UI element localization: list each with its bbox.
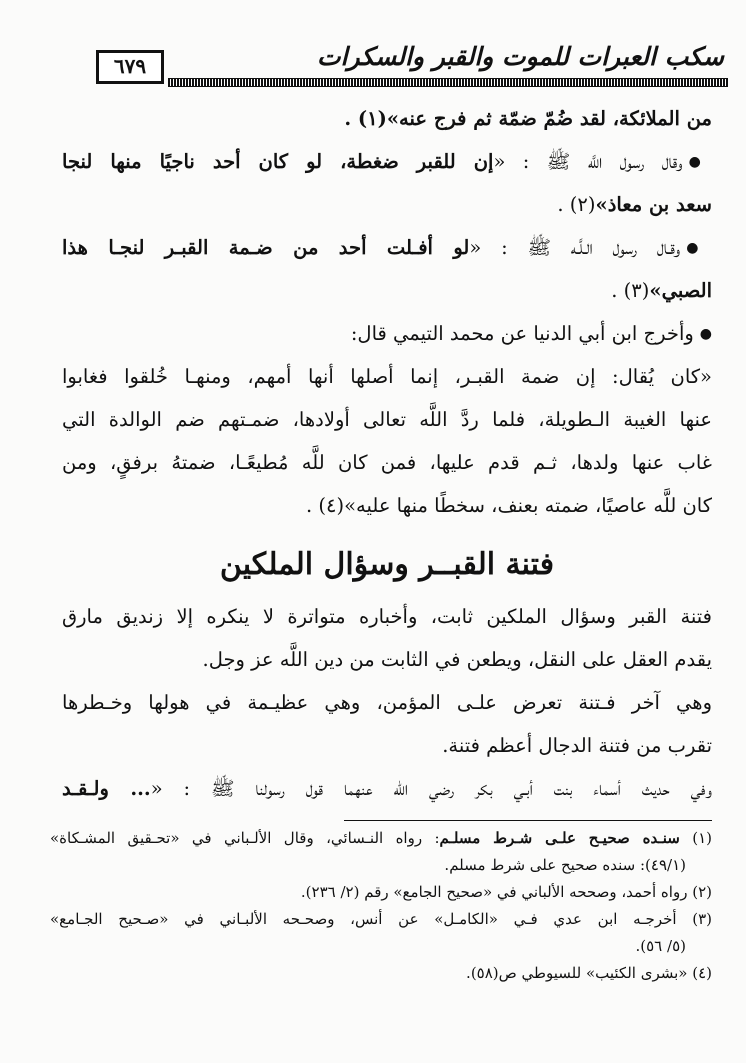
page-header (96, 42, 728, 94)
footnote-item: (١) سنـده صحيـح علـى شـرط مسلـم: رواه النـسائي، وقال الألـباني في «تحـقيق المشـكاة» (50, 829, 712, 847)
footnote-item: (٢) رواه أحمد، وصححه الألباني في «صحيح الجامع» رقم (٢/ ٢٣٦). (300, 883, 712, 901)
footnote-separator (344, 820, 712, 821)
bullet-icon: ● (688, 154, 712, 170)
footnotes (50, 826, 712, 988)
text-line: غاب عنها ولدها، ثـم قدم عليها، فمن كان للَّه مُطيعًـا، ضمتهُ برفقٍ، ومن (62, 451, 712, 474)
text-line: سعد بن معاذ»(٢) . (557, 193, 712, 216)
bullet-icon: ● (699, 326, 712, 342)
text-line: من الملائكة، لقد ضُمّ ضمّة ثم فرج عنه»(١) . (344, 107, 712, 130)
text-line: ●وقـال رسول الـلَّـه ﷺ : «لو أفـلت أحد من ضـمة القبـر لنجـا هذا (62, 236, 712, 259)
text-line: «كان يُقال: إن ضمة القبـر، إنما أصلها أنها أمهم، ومنهـا خُلقوا فغابوا (62, 365, 712, 388)
text-line: كان للَّه عاصيًا، ضمته بعنف، سخطًا منها عليه»(٤) . (306, 494, 712, 517)
text-line: الصبي»(٣) . (611, 279, 712, 302)
section-heading: فتنة القبــر وسؤال الملكين (219, 547, 555, 582)
text-line: يقدم العقل على النقل، ويطعن في الثابت من دين اللَّه عز وجل. (202, 648, 712, 671)
text-line: وهي آخر فـتنة تعرض علـى المؤمن، وهي عظيـمة في هولها وخـطرها (62, 691, 712, 714)
text-line: وفي حديث أسماء بنت أبـي بكر رضي الله عنهما قول رسولنا ﷺ : «... ولـقـد (62, 777, 712, 800)
text-line: ●وقال رسول اللَّه ﷺ : «إن للقبر ضغطة، لو كان أحد ناجيًا منها لنجا (62, 150, 712, 173)
footnote-item: (٥/ ٥٦). (635, 937, 686, 955)
text-line: فتنة القبر وسؤال الملكين ثابت، وأخباره متواترة لا ينكره إلا زنديق مارق (62, 605, 712, 628)
footnote-item: (٤) «بشرى الكئيب» للسيوطي ص(٥٨). (466, 964, 712, 982)
footnote-item: (٤٩/١): سنده صحيح على شرط مسلم. (444, 856, 686, 874)
text-line: ●وأخرج ابن أبي الدنيا عن محمد التيمي قال: (350, 322, 712, 345)
bullet-icon: ● (686, 240, 712, 256)
body-text (62, 101, 712, 814)
page-number: ٦٧٩ (96, 50, 164, 84)
header-rule (168, 78, 728, 87)
text-line: تقرب من فتنة الدجال أعظم فتنة. (442, 734, 712, 757)
text-line: عنها الغيبة الـطويلة، فلما ردَّ اللَّه تعالى أولادها، ضمـتهم ضم الوالدة التي (62, 408, 712, 431)
running-title: سكب العبرات للموت والقبر والسكرات (317, 42, 724, 71)
footnote-item: (٣) أخرجـه ابن عدي فـي «الكامـل» عن أنس، وصحـحه الألبـاني في «صـحيح الجـامع» (50, 910, 712, 928)
